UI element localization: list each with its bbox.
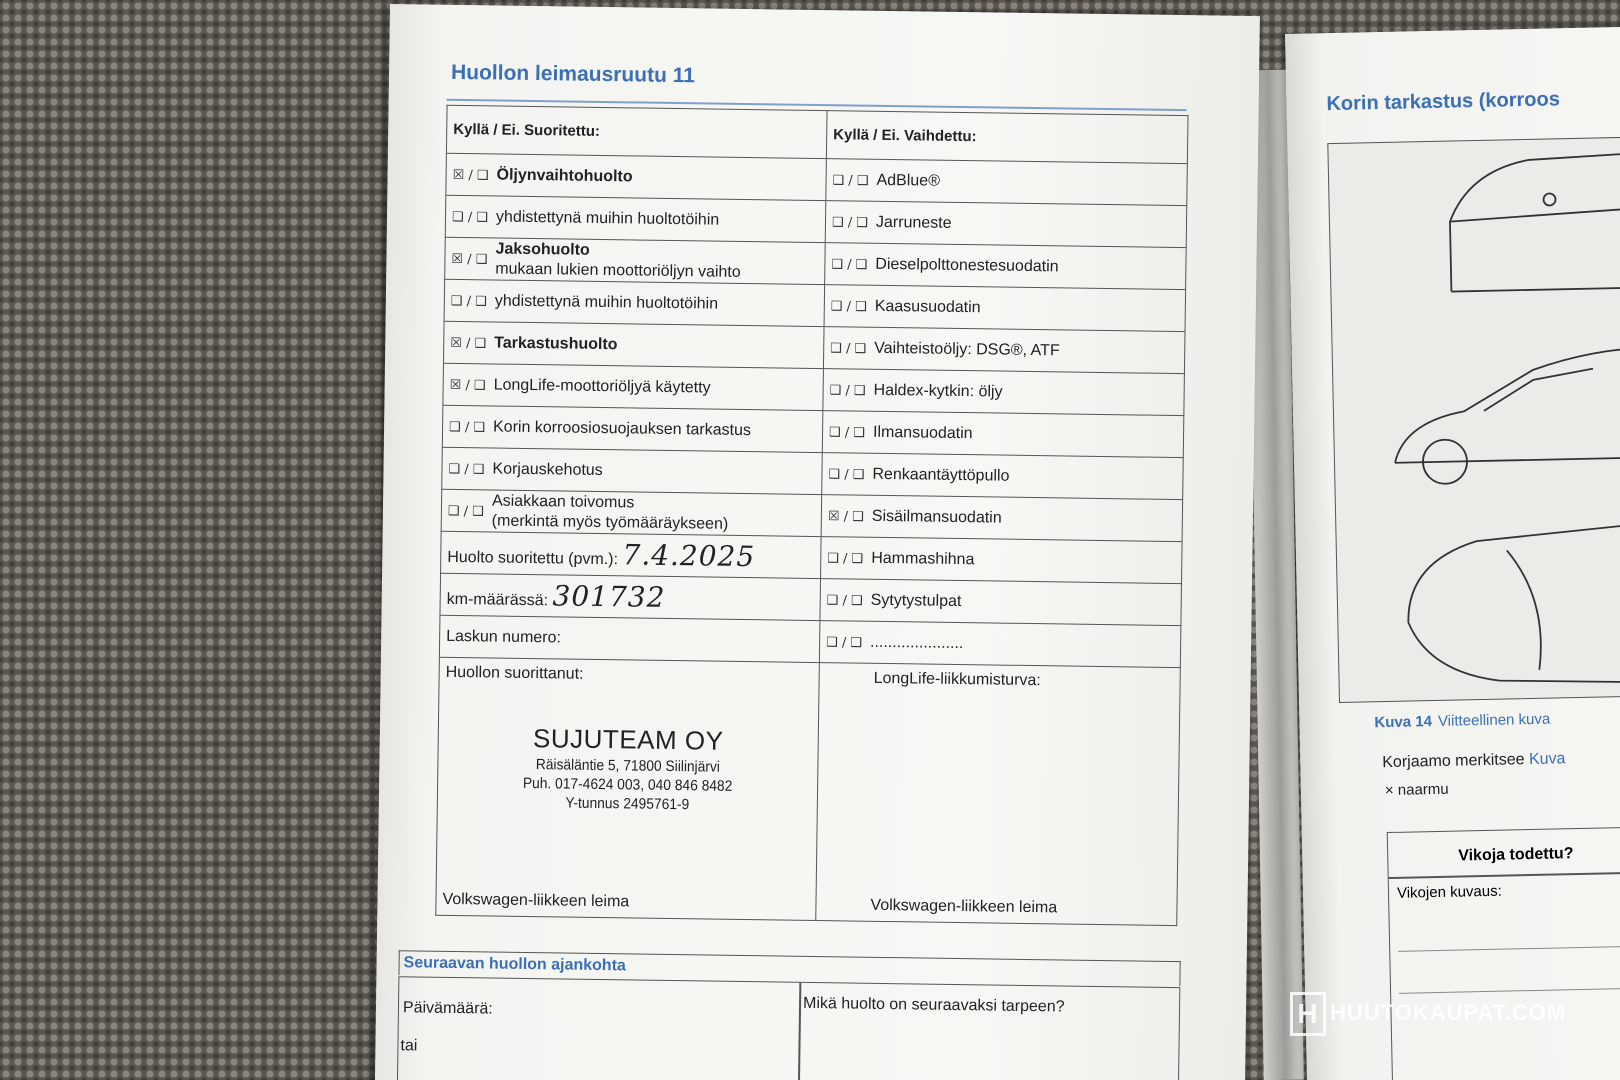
checkbox-icon: ☒ / ❑ <box>452 167 489 183</box>
checkbox-icon: ☒ / ❑ <box>451 251 488 268</box>
checkbox-icon: ❑ / ❑ <box>828 466 865 483</box>
right-item: ❑ / ❑ Hammashihna <box>821 537 1183 584</box>
checkbox-icon: ❑ / ❑ <box>826 592 863 609</box>
left-item: ❑ / ❑ yhdistettynä muihin huoltotöihin <box>444 279 825 326</box>
checkbox-icon: ☒ / ❑ <box>450 335 487 351</box>
next-or-label: tai <box>400 1037 418 1055</box>
left-item: ❑ / ❑ Asiakkaan toivomus (merkintä myös työmääräykseen) <box>441 489 822 536</box>
right-item: ❑ / ❑ Kaasusuodatin <box>824 285 1186 332</box>
car-diagram <box>1327 136 1620 703</box>
right-item: ❑ / ❑ Jarruneste <box>825 201 1187 248</box>
next-date-label: Päivämäärä: <box>402 999 493 1018</box>
marks-text: Korjaamo merkitsee Kuva <box>1382 750 1566 772</box>
next-which-label: Mikä huolto on seuraavaksi tarpeen? <box>802 994 1065 1016</box>
right-page <box>1285 26 1620 1080</box>
checkbox-icon: ❑ / ❑ <box>826 634 863 651</box>
header-replaced: Kyllä / Ei. Vaihdettu: <box>826 111 1188 164</box>
right-page-title: Korin tarkastus (korroos <box>1326 88 1561 116</box>
service-form-table <box>435 105 1188 926</box>
checkbox-icon: ❑ / ❑ <box>829 382 866 399</box>
checkbox-icon: ❑ / ❑ <box>828 424 866 441</box>
header-performed: Kyllä / Ei. Suoritettu: <box>446 105 827 158</box>
left-item: ❑ / ❑ yhdistettynä muihin huoltotöihin <box>445 195 826 242</box>
huutokaupat-logo-icon: H <box>1290 992 1326 1036</box>
left-item: ☒ / ❑ Tarkastushuolto <box>443 321 824 368</box>
right-item: ❑ / ❑ AdBlue® <box>826 159 1188 206</box>
left-item: ☒ / ❑ Jaksohuolto mukaan lukien moottoriöljyn vaihto <box>445 237 826 284</box>
km-value: 301732 <box>552 579 666 614</box>
service-date-value: 7.4.2025 <box>622 538 756 574</box>
checkbox-icon: ❑ / ❑ <box>831 256 868 273</box>
right-item: ❑ / ❑ Sytytystulpat <box>820 579 1182 626</box>
car-outline-icon <box>1328 137 1620 703</box>
checkbox-icon: ❑ / ❑ <box>448 419 486 435</box>
checkbox-icon: ❑ / ❑ <box>447 503 484 520</box>
right-item: ❑ / ❑ Haldex-kytkin: öljy <box>823 369 1185 416</box>
service-date-cell: Huolto suoritettu (pvm.): 7.4.2025 <box>441 531 822 578</box>
left-item: ❑ / ❑ Korjauskehotus <box>442 447 823 494</box>
next-service-title: Seuraavan huollon ajankohta <box>398 950 1180 986</box>
checkbox-icon: ❑ / ❑ <box>827 550 864 567</box>
checkbox-icon: ❑ / ❑ <box>831 214 869 231</box>
right-item: ❑ / ❑ Renkaantäyttöpullo <box>822 453 1184 500</box>
invoice-cell: Laskun numero: <box>439 615 820 662</box>
watermark: H HUUTOKAUPAT.COM <box>1290 992 1566 1036</box>
performer-cell: Huollon suorittanut: SUJUTEAM OY Räisäläntie 5, 71800 Siilinjärvi Puh. 017-4624 003, 040 846 8482 Y-tunnus 2495761-9 Volkswagen-liikkeen leima <box>436 657 820 920</box>
faults-box: Vikoja todettu? Vikojen kuvaus: <box>1387 826 1620 1080</box>
right-item: ❑ / ❑ ..................... <box>819 621 1181 668</box>
checkbox-icon: ❑ / ❑ <box>450 293 487 309</box>
company-stamp: SUJUTEAM OY Räisäläntie 5, 71800 Siilinjärvi Puh. 017-4624 003, 040 846 8482 Y-tunnus 2495761-9 <box>522 723 733 814</box>
left-item: ☒ / ❑ LongLife-moottoriöljyä käytetty <box>443 363 824 410</box>
left-item: ☒ / ❑ Öljynvaihtohuolto <box>446 153 827 200</box>
checkbox-icon: ❑ / ❑ <box>830 298 867 315</box>
left-item: ❑ / ❑ Korin korroosiosuojauksen tarkastus <box>442 405 823 452</box>
right-item: ❑ / ❑ Ilmansuodatin <box>822 411 1184 458</box>
checkbox-icon: ❑ / ❑ <box>448 461 485 477</box>
right-item: ❑ / ❑ Dieselpolttonestesuodatin <box>825 243 1187 290</box>
checkbox-icon: ❑ / ❑ <box>451 209 489 225</box>
checkbox-icon: ❑ / ❑ <box>830 340 867 357</box>
right-item: ☒ / ❑ Sisäilmansuodatin <box>821 495 1183 542</box>
checkbox-icon: ☒ / ❑ <box>449 377 486 393</box>
page-title: Huollon leimausruutu 11 <box>450 60 696 88</box>
checkbox-icon: ☒ / ❑ <box>827 508 864 525</box>
checkbox-icon: ❑ / ❑ <box>832 172 869 189</box>
figure-caption: Kuva 14 Viitteellinen kuva <box>1374 710 1551 732</box>
next-service-box <box>397 976 1180 1080</box>
km-cell: km-määrässä: 301732 <box>440 573 821 620</box>
left-page <box>375 4 1260 1080</box>
scratch-legend: × naarmu <box>1384 780 1449 800</box>
right-item: ❑ / ❑ Vaihteistoöljy: DSG®, ATF <box>823 327 1185 374</box>
longlife-cell: LongLife-liikkumisturva: Volkswagen-liikkeen leima <box>816 663 1181 926</box>
